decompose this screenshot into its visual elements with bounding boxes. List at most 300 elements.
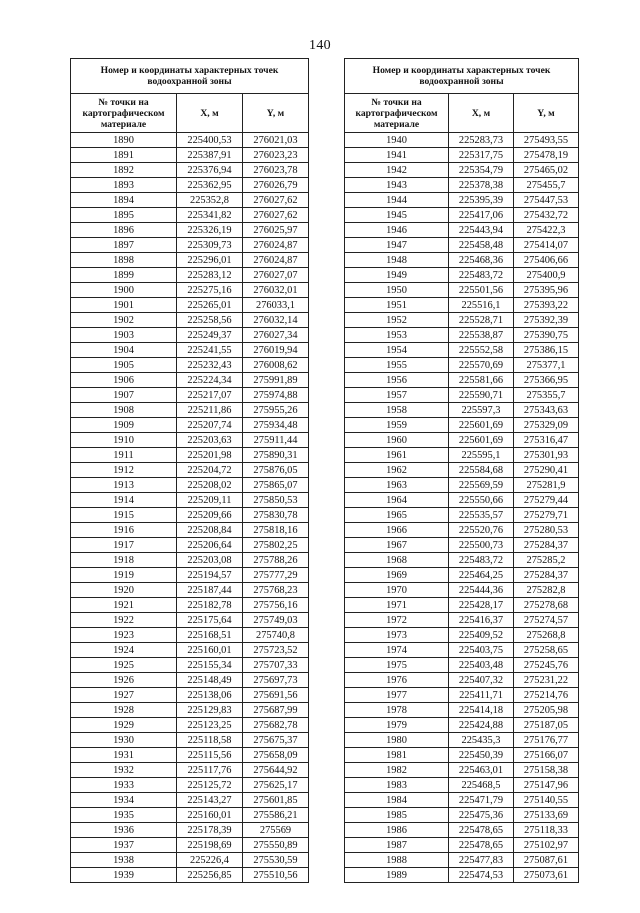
point-number-cell: 1973 [345, 628, 449, 643]
x-coordinate-cell: 225143,27 [177, 793, 243, 808]
x-coordinate-cell: 225129,83 [177, 703, 243, 718]
y-coordinate-cell: 275301,93 [514, 448, 579, 463]
point-number-cell: 1978 [345, 703, 449, 718]
table-row [345, 508, 579, 523]
table-row [71, 733, 309, 748]
y-coordinate-cell: 275284,37 [514, 568, 579, 583]
x-coordinate-cell: 225138,06 [177, 688, 243, 703]
y-coordinate-cell: 275073,61 [514, 868, 579, 883]
point-number-cell: 1972 [345, 613, 449, 628]
table-row [345, 493, 579, 508]
x-coordinate-cell: 225209,11 [177, 493, 243, 508]
point-number-cell: 1926 [71, 673, 177, 688]
table-row [71, 493, 309, 508]
point-number-cell: 1955 [345, 358, 449, 373]
y-coordinate-cell: 276033,1 [243, 298, 309, 313]
point-number-cell: 1906 [71, 373, 177, 388]
x-coordinate-cell: 225117,76 [177, 763, 243, 778]
y-coordinate-cell: 275510,56 [243, 868, 309, 883]
x-coordinate-cell: 225378,38 [449, 178, 514, 193]
x-coordinate-cell: 225570,69 [449, 358, 514, 373]
point-number-cell: 1950 [345, 283, 449, 298]
x-coordinate-cell: 225407,32 [449, 673, 514, 688]
table-row [71, 343, 309, 358]
point-number-cell: 1925 [71, 658, 177, 673]
y-coordinate-cell: 275285,2 [514, 553, 579, 568]
x-coordinate-cell: 225175,64 [177, 613, 243, 628]
x-coordinate-cell: 225463,01 [449, 763, 514, 778]
point-number-cell: 1929 [71, 718, 177, 733]
x-column-header: X, м [449, 94, 514, 133]
y-coordinate-cell: 275343,63 [514, 403, 579, 418]
y-coordinate-cell: 275625,17 [243, 778, 309, 793]
table-row [71, 673, 309, 688]
x-coordinate-cell: 225160,01 [177, 643, 243, 658]
x-coordinate-cell: 225178,39 [177, 823, 243, 838]
y-coordinate-cell: 276023,23 [243, 148, 309, 163]
x-coordinate-cell: 225208,84 [177, 523, 243, 538]
x-coordinate-cell: 225414,18 [449, 703, 514, 718]
point-number-cell: 1895 [71, 208, 177, 223]
x-coordinate-cell: 225168,51 [177, 628, 243, 643]
point-number-cell: 1962 [345, 463, 449, 478]
x-coordinate-cell: 225520,76 [449, 523, 514, 538]
point-number-cell: 1903 [71, 328, 177, 343]
table-row [345, 133, 579, 148]
y-column-header: Y, м [243, 94, 309, 133]
table-row [345, 733, 579, 748]
x-coordinate-cell: 225256,85 [177, 868, 243, 883]
point-number-cell: 1967 [345, 538, 449, 553]
y-coordinate-cell: 276027,62 [243, 193, 309, 208]
table-row [71, 133, 309, 148]
x-coordinate-cell: 225468,5 [449, 778, 514, 793]
x-coordinate-cell: 225226,4 [177, 853, 243, 868]
x-coordinate-cell: 225395,39 [449, 193, 514, 208]
y-coordinate-cell: 275447,53 [514, 193, 579, 208]
x-coordinate-cell: 225590,71 [449, 388, 514, 403]
y-coordinate-cell: 275707,33 [243, 658, 309, 673]
y-coordinate-cell: 275187,05 [514, 718, 579, 733]
x-coordinate-cell: 225309,73 [177, 238, 243, 253]
x-coordinate-cell: 225387,91 [177, 148, 243, 163]
y-coordinate-cell: 275366,95 [514, 373, 579, 388]
table-row [345, 463, 579, 478]
y-coordinate-cell: 275118,33 [514, 823, 579, 838]
point-number-cell: 1942 [345, 163, 449, 178]
point-number-cell: 1957 [345, 388, 449, 403]
table-row [345, 328, 579, 343]
y-coordinate-cell: 275911,44 [243, 433, 309, 448]
point-number-cell: 1965 [345, 508, 449, 523]
y-coordinate-cell: 275282,8 [514, 583, 579, 598]
table-row [345, 613, 579, 628]
x-coordinate-cell: 225203,08 [177, 553, 243, 568]
y-coordinate-cell: 275245,76 [514, 658, 579, 673]
point-number-cell: 1944 [345, 193, 449, 208]
y-coordinate-cell: 275393,22 [514, 298, 579, 313]
table-row [71, 163, 309, 178]
point-number-cell: 1943 [345, 178, 449, 193]
table-row [345, 178, 579, 193]
point-number-cell: 1892 [71, 163, 177, 178]
point-number-cell: 1969 [345, 568, 449, 583]
y-coordinate-cell: 275140,55 [514, 793, 579, 808]
y-coordinate-cell: 275432,72 [514, 208, 579, 223]
point-number-cell: 1897 [71, 238, 177, 253]
y-coordinate-cell: 275205,98 [514, 703, 579, 718]
x-coordinate-cell: 225409,52 [449, 628, 514, 643]
x-coordinate-cell: 225275,16 [177, 283, 243, 298]
point-number-cell: 1896 [71, 223, 177, 238]
table-row [345, 283, 579, 298]
table-row [71, 598, 309, 613]
point-number-cell: 1908 [71, 403, 177, 418]
y-coordinate-cell: 275550,89 [243, 838, 309, 853]
table-row [71, 613, 309, 628]
x-coordinate-cell: 225201,98 [177, 448, 243, 463]
x-coordinate-cell: 225224,34 [177, 373, 243, 388]
x-coordinate-cell: 225468,36 [449, 253, 514, 268]
x-coordinate-cell: 225326,19 [177, 223, 243, 238]
x-coordinate-cell: 225148,49 [177, 673, 243, 688]
point-number-cell: 1968 [345, 553, 449, 568]
y-coordinate-cell: 275768,23 [243, 583, 309, 598]
table-row [345, 718, 579, 733]
table-row [71, 823, 309, 838]
table-row [345, 148, 579, 163]
table-row [71, 448, 309, 463]
x-coordinate-cell: 225416,37 [449, 613, 514, 628]
x-column-header: X, м [177, 94, 243, 133]
table-row [345, 268, 579, 283]
point-number-cell: 1890 [71, 133, 177, 148]
table-row [345, 628, 579, 643]
y-coordinate-cell: 275214,76 [514, 688, 579, 703]
table-row [345, 478, 579, 493]
x-coordinate-cell: 225400,53 [177, 133, 243, 148]
y-coordinate-cell: 275279,71 [514, 508, 579, 523]
x-coordinate-cell: 225535,57 [449, 508, 514, 523]
table-row [345, 598, 579, 613]
y-coordinate-cell: 275414,07 [514, 238, 579, 253]
x-coordinate-cell: 225500,73 [449, 538, 514, 553]
point-number-column-header: № точки на картографическом материале [71, 94, 177, 133]
y-coordinate-cell: 275756,16 [243, 598, 309, 613]
y-coordinate-cell: 275802,25 [243, 538, 309, 553]
table-row [71, 268, 309, 283]
y-coordinate-cell: 276024,87 [243, 253, 309, 268]
point-number-cell: 1921 [71, 598, 177, 613]
x-coordinate-cell: 225204,72 [177, 463, 243, 478]
point-number-cell: 1899 [71, 268, 177, 283]
point-number-cell: 1964 [345, 493, 449, 508]
point-number-cell: 1912 [71, 463, 177, 478]
point-number-cell: 1934 [71, 793, 177, 808]
table-row [71, 583, 309, 598]
x-coordinate-cell: 225483,72 [449, 553, 514, 568]
point-number-cell: 1928 [71, 703, 177, 718]
x-coordinate-cell: 225354,79 [449, 163, 514, 178]
point-number-cell: 1979 [345, 718, 449, 733]
table-row [345, 448, 579, 463]
x-coordinate-cell: 225265,01 [177, 298, 243, 313]
y-coordinate-cell: 276008,62 [243, 358, 309, 373]
point-number-cell: 1918 [71, 553, 177, 568]
y-coordinate-cell: 275830,78 [243, 508, 309, 523]
y-coordinate-cell: 276019,94 [243, 343, 309, 358]
table-row [345, 403, 579, 418]
x-coordinate-cell: 225211,86 [177, 403, 243, 418]
x-coordinate-cell: 225411,71 [449, 688, 514, 703]
x-coordinate-cell: 225352,8 [177, 193, 243, 208]
point-number-cell: 1975 [345, 658, 449, 673]
y-coordinate-cell: 275658,09 [243, 748, 309, 763]
x-coordinate-cell: 225249,37 [177, 328, 243, 343]
point-number-cell: 1932 [71, 763, 177, 778]
point-number-cell: 1901 [71, 298, 177, 313]
point-number-cell: 1941 [345, 148, 449, 163]
point-number-cell: 1958 [345, 403, 449, 418]
point-number-cell: 1891 [71, 148, 177, 163]
point-number-cell: 1984 [345, 793, 449, 808]
x-coordinate-cell: 225601,69 [449, 433, 514, 448]
table-row [71, 748, 309, 763]
y-coordinate-cell: 275392,39 [514, 313, 579, 328]
point-number-cell: 1971 [345, 598, 449, 613]
x-coordinate-cell: 225516,1 [449, 298, 514, 313]
x-coordinate-cell: 225241,55 [177, 343, 243, 358]
point-number-cell: 1946 [345, 223, 449, 238]
point-number-cell: 1915 [71, 508, 177, 523]
x-coordinate-cell: 225552,58 [449, 343, 514, 358]
x-coordinate-cell: 225428,17 [449, 598, 514, 613]
table-row [345, 853, 579, 868]
x-coordinate-cell: 225464,25 [449, 568, 514, 583]
y-coordinate-cell: 275355,7 [514, 388, 579, 403]
point-number-cell: 1924 [71, 643, 177, 658]
point-number-cell: 1907 [71, 388, 177, 403]
x-coordinate-cell: 225182,78 [177, 598, 243, 613]
y-coordinate-cell: 275493,55 [514, 133, 579, 148]
table-row [345, 388, 579, 403]
table-row [345, 358, 579, 373]
y-coordinate-cell: 275329,09 [514, 418, 579, 433]
point-number-cell: 1966 [345, 523, 449, 538]
point-number-cell: 1919 [71, 568, 177, 583]
table-row [345, 298, 579, 313]
point-number-cell: 1938 [71, 853, 177, 868]
point-number-cell: 1922 [71, 613, 177, 628]
x-coordinate-cell: 225471,79 [449, 793, 514, 808]
table-row [71, 178, 309, 193]
x-coordinate-cell: 225424,88 [449, 718, 514, 733]
point-number-cell: 1894 [71, 193, 177, 208]
x-coordinate-cell: 225403,48 [449, 658, 514, 673]
y-coordinate-cell: 275290,41 [514, 463, 579, 478]
x-coordinate-cell: 225477,83 [449, 853, 514, 868]
x-coordinate-cell: 225283,12 [177, 268, 243, 283]
point-number-cell: 1902 [71, 313, 177, 328]
point-number-cell: 1945 [345, 208, 449, 223]
y-coordinate-cell: 275890,31 [243, 448, 309, 463]
table-group-header: Номер и координаты характерных точек водоохранной зоны [71, 59, 309, 94]
table-row [71, 328, 309, 343]
point-number-cell: 1970 [345, 583, 449, 598]
point-number-cell: 1920 [71, 583, 177, 598]
y-coordinate-cell: 275682,78 [243, 718, 309, 733]
x-coordinate-cell: 225475,36 [449, 808, 514, 823]
point-number-cell: 1952 [345, 313, 449, 328]
y-coordinate-cell: 275268,8 [514, 628, 579, 643]
y-coordinate-cell: 275158,38 [514, 763, 579, 778]
x-coordinate-cell: 225208,02 [177, 478, 243, 493]
y-coordinate-cell: 275274,57 [514, 613, 579, 628]
y-coordinate-cell: 276026,79 [243, 178, 309, 193]
y-coordinate-cell: 275284,37 [514, 538, 579, 553]
y-coordinate-cell: 275281,9 [514, 478, 579, 493]
point-number-cell: 1983 [345, 778, 449, 793]
table-row [71, 403, 309, 418]
x-coordinate-cell: 225232,43 [177, 358, 243, 373]
x-coordinate-cell: 225362,95 [177, 178, 243, 193]
point-number-cell: 1916 [71, 523, 177, 538]
y-coordinate-cell: 276024,87 [243, 238, 309, 253]
table-row [345, 238, 579, 253]
y-coordinate-cell: 275231,22 [514, 673, 579, 688]
table-row [345, 793, 579, 808]
point-number-cell: 1933 [71, 778, 177, 793]
point-number-cell: 1982 [345, 763, 449, 778]
x-coordinate-cell: 225435,3 [449, 733, 514, 748]
x-coordinate-cell: 225187,44 [177, 583, 243, 598]
point-number-cell: 1987 [345, 838, 449, 853]
point-number-cell: 1905 [71, 358, 177, 373]
y-coordinate-cell: 275258,65 [514, 643, 579, 658]
table-row [71, 793, 309, 808]
table-row [345, 163, 579, 178]
table-row [71, 538, 309, 553]
point-number-cell: 1914 [71, 493, 177, 508]
table-row [71, 148, 309, 163]
y-coordinate-cell: 275675,37 [243, 733, 309, 748]
y-coordinate-cell: 276027,34 [243, 328, 309, 343]
x-coordinate-cell: 225403,75 [449, 643, 514, 658]
table-row [345, 838, 579, 853]
table-row [71, 388, 309, 403]
y-coordinate-cell: 275390,75 [514, 328, 579, 343]
x-coordinate-cell: 225207,74 [177, 418, 243, 433]
point-number-cell: 1960 [345, 433, 449, 448]
point-number-cell: 1974 [345, 643, 449, 658]
point-number-cell: 1947 [345, 238, 449, 253]
y-coordinate-cell: 275377,1 [514, 358, 579, 373]
y-coordinate-cell: 275279,44 [514, 493, 579, 508]
table-row [71, 568, 309, 583]
point-number-cell: 1898 [71, 253, 177, 268]
x-coordinate-cell: 225217,07 [177, 388, 243, 403]
table-row [71, 718, 309, 733]
point-number-cell: 1980 [345, 733, 449, 748]
x-coordinate-cell: 225115,56 [177, 748, 243, 763]
coordinates-table-left [70, 58, 309, 883]
point-number-cell: 1953 [345, 328, 449, 343]
y-coordinate-cell: 275697,73 [243, 673, 309, 688]
table-row [71, 223, 309, 238]
table-row [345, 823, 579, 838]
x-coordinate-cell: 225538,87 [449, 328, 514, 343]
table-row [345, 223, 579, 238]
y-coordinate-cell: 275465,02 [514, 163, 579, 178]
table-row [71, 433, 309, 448]
table-row [71, 868, 309, 883]
table-row [71, 283, 309, 298]
x-coordinate-cell: 225474,53 [449, 868, 514, 883]
point-number-cell: 1900 [71, 283, 177, 298]
table-row [71, 658, 309, 673]
point-number-cell: 1917 [71, 538, 177, 553]
table-row [345, 868, 579, 883]
point-number-cell: 1989 [345, 868, 449, 883]
table-row [71, 838, 309, 853]
page-number: 140 [309, 38, 331, 53]
y-coordinate-cell: 275278,68 [514, 598, 579, 613]
point-number-cell: 1939 [71, 868, 177, 883]
table-row [71, 313, 309, 328]
x-coordinate-cell: 225155,34 [177, 658, 243, 673]
y-coordinate-cell: 275777,29 [243, 568, 309, 583]
table-row [345, 748, 579, 763]
table-row [71, 418, 309, 433]
y-coordinate-cell: 275280,53 [514, 523, 579, 538]
point-number-cell: 1930 [71, 733, 177, 748]
table-row [345, 673, 579, 688]
coordinates-body-right [345, 133, 579, 883]
table-row [71, 523, 309, 538]
table-row [345, 763, 579, 778]
x-coordinate-cell: 225125,72 [177, 778, 243, 793]
x-coordinate-cell: 225118,58 [177, 733, 243, 748]
table-row [71, 463, 309, 478]
table-row [71, 373, 309, 388]
table-row [345, 208, 579, 223]
point-number-cell: 1909 [71, 418, 177, 433]
y-coordinate-cell: 275644,92 [243, 763, 309, 778]
x-coordinate-cell: 225194,57 [177, 568, 243, 583]
table-row [345, 583, 579, 598]
table-row [345, 658, 579, 673]
point-number-cell: 1913 [71, 478, 177, 493]
x-coordinate-cell: 225443,94 [449, 223, 514, 238]
y-coordinate-cell: 275386,15 [514, 343, 579, 358]
point-number-cell: 1956 [345, 373, 449, 388]
table-row [345, 343, 579, 358]
y-coordinate-cell: 275166,07 [514, 748, 579, 763]
table-row [71, 628, 309, 643]
point-number-cell: 1985 [345, 808, 449, 823]
point-number-cell: 1927 [71, 688, 177, 703]
x-coordinate-cell: 225601,69 [449, 418, 514, 433]
y-coordinate-cell: 275569 [243, 823, 309, 838]
x-coordinate-cell: 225595,1 [449, 448, 514, 463]
x-coordinate-cell: 225376,94 [177, 163, 243, 178]
point-number-cell: 1893 [71, 178, 177, 193]
table-row [71, 643, 309, 658]
table-row [71, 298, 309, 313]
point-number-cell: 1910 [71, 433, 177, 448]
point-number-cell: 1951 [345, 298, 449, 313]
table-row [345, 253, 579, 268]
